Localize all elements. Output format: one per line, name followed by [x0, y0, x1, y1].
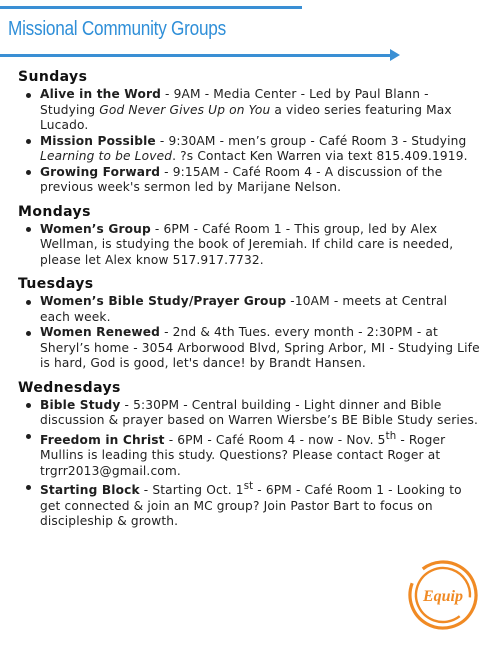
group-details: - Roger Mullins is leading this study. Questions? Please contact Roger at trgrr2013@gmail.com.	[40, 432, 446, 478]
group-item	[40, 429, 480, 480]
group-name: Growing Forward	[40, 164, 161, 179]
group-details: - 6PM - Café Room 1 - This group, led by Alex Wellman, is studying the book of Jeremiah. If child care is needed, please let Alex know 517.917.7732.	[40, 221, 454, 267]
group-name: Women’s Group	[40, 221, 151, 236]
study-title: Learning to be Loved	[40, 149, 173, 163]
group-name: Freedom in Christ	[40, 432, 165, 447]
day-heading: Mondays	[18, 203, 91, 220]
group-item	[40, 87, 480, 134]
day-section-wednesdays	[18, 378, 480, 530]
day-heading: Wednesdays	[18, 379, 121, 396]
day-heading: Tuesdays	[18, 276, 94, 292]
date-suffix: st	[243, 481, 254, 493]
day-section-tuesdays	[18, 274, 480, 372]
group-details: - 6PM - Café Room 1 - Looking to get connected & join an MC group? Join Pastor Bart to focus on discipleship & growth.	[40, 483, 462, 529]
day-section-sundays	[18, 67, 480, 196]
group-details: - 5:30PM - Central building - Light dinner and Bible discussion & prayer based on Warren Wiersbe’s BE Bible Study series.	[40, 397, 479, 427]
day-heading: Sundays	[18, 69, 88, 85]
group-list	[18, 87, 480, 196]
group-details: . ?s Contact Ken Warren via text 815.409.1919.	[172, 149, 468, 163]
schedule-content	[18, 67, 480, 536]
logo-text: Equip	[422, 588, 464, 605]
group-details: - 9:15AM - Café Room 4 - A discussion of the previous week's sermon led by Marijane Nelson.	[40, 164, 443, 194]
group-list	[18, 222, 480, 269]
group-name: Alive in the Word	[40, 87, 162, 101]
group-details: - Starting Oct. 1	[139, 483, 244, 498]
group-name: Bible Study	[40, 397, 121, 412]
page-title: Missional Community Groups	[8, 18, 226, 40]
group-details: a video series featuring Max Lucado.	[40, 102, 452, 132]
group-details: -10AM - meets at Central each week.	[40, 294, 448, 324]
equip-logo	[406, 558, 480, 632]
group-details: - 9AM - Media Center - Led by Paul Blann - Studying	[40, 87, 429, 117]
top-rule	[0, 6, 302, 9]
arrowhead-icon	[390, 49, 400, 61]
day-section-mondays	[18, 202, 480, 269]
group-name: Mission Possible	[40, 133, 156, 148]
date-suffix: th	[385, 430, 397, 442]
group-name: Starting Block	[40, 483, 140, 498]
group-list	[18, 398, 480, 530]
group-item	[40, 134, 480, 165]
group-item	[40, 325, 480, 372]
group-details: - 9:30AM - men’s group - Café Room 3 - Studying	[155, 133, 467, 148]
group-name: Women’s Bible Study/Prayer Group	[40, 294, 287, 308]
group-details: - 6PM - Café Room 4 - now - Nov. 5	[164, 432, 386, 447]
group-item	[40, 398, 480, 429]
group-list	[18, 294, 480, 372]
group-item	[40, 165, 480, 196]
group-details: - 2nd & 4th Tues. every month - 2:30PM - at Sheryl’s home - 3054 Arborwood Blvd, Spring Arbor, MI - Studying Life is hard, God is good, let's dance! by Brandt Hansen.	[40, 325, 480, 370]
group-item	[40, 479, 480, 530]
group-item	[40, 222, 480, 269]
group-item	[40, 294, 480, 325]
group-name: Women Renewed	[40, 325, 161, 339]
title-arrow-rule	[0, 54, 392, 57]
study-title: God Never Gives Up on You	[99, 102, 271, 117]
